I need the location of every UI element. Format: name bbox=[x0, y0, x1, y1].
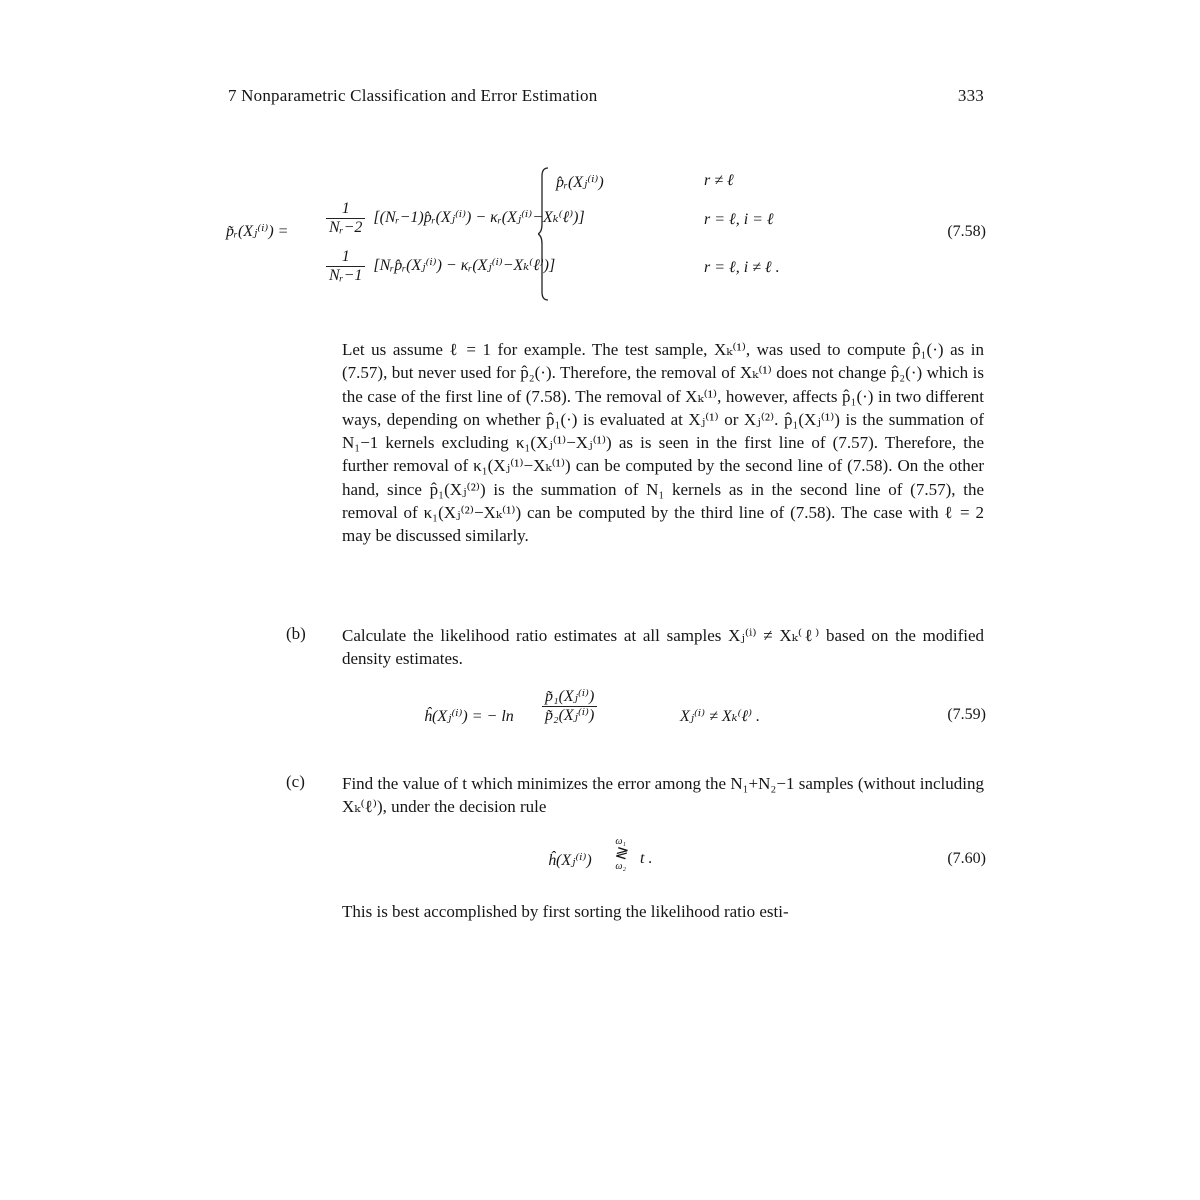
eq758-case3 bbox=[326, 248, 555, 285]
case2-fraction bbox=[326, 200, 365, 237]
case2-denominator: Nᵣ−2 bbox=[329, 219, 363, 236]
item-b-label: (b) bbox=[286, 624, 306, 643]
running-head bbox=[228, 86, 984, 112]
greater-less-symbol: ≷ bbox=[614, 845, 628, 862]
eq759-denominator: p̃₂(Xⱼ⁽ⁱ⁾) bbox=[545, 707, 595, 724]
equation-7-58 bbox=[226, 160, 986, 310]
equation-7-59 bbox=[424, 688, 986, 744]
case3-expression: [Nᵣp̂ᵣ(Xⱼ⁽ⁱ⁾) − κᵣ(Xⱼ⁽ⁱ⁾−Xₖ⁽ℓ⁾)] bbox=[373, 257, 556, 275]
case2-condition: r = ℓ, i = ℓ bbox=[704, 211, 774, 228]
case3-denominator: Nᵣ−1 bbox=[329, 267, 363, 284]
case3-condition: r = ℓ, i ≠ ℓ . bbox=[704, 259, 780, 276]
decision-rule-operator bbox=[614, 836, 627, 872]
case3-numerator: 1 bbox=[326, 248, 365, 267]
equation-number-7-59: (7.59) bbox=[947, 706, 986, 723]
item-c-label: (c) bbox=[286, 772, 305, 791]
case1-condition: r ≠ ℓ bbox=[704, 172, 734, 189]
paragraph-last-line: This is best accomplished by first sorting the likelihood ratio esti- bbox=[342, 902, 789, 921]
eq758-case2 bbox=[326, 200, 585, 237]
eq759-lhs: ĥ(Xⱼ⁽ⁱ⁾) = − ln bbox=[424, 708, 514, 725]
page-number: 333 bbox=[957, 86, 984, 105]
paragraph-explanation: Let us assume ℓ = 1 for example. The test sample, Xₖ⁽¹⁾, was used to compute p̂₁(·) as in (7.57), but never used for p̂₂(·). Therefore, the removal of Xₖ⁽¹⁾ does not change p̂₂(·) which is the case of the first line of (7.58). The removal of Xₖ⁽¹⁾, however, affects p̂₁(·) in two different ways, depending on whether p̂₁(·) is evaluated at Xⱼ⁽¹⁾ or Xⱼ⁽²⁾. p̂₁(Xⱼ⁽¹⁾) is the summation of N₁−1 kernels excluding κ₁(Xⱼ⁽¹⁾−Xⱼ⁽¹⁾) as is seen in the first line of (7.57). Therefore, the further removal of κ₁(Xⱼ⁽¹⁾−Xₖ⁽¹⁾) can be computed by the second line of (7.58). On the other hand, since p̂₁(Xⱼ⁽²⁾) is the summation of N₁ kernels as in the second line of (7.57), the removal of κ₁(Xⱼ⁽²⁾−Xₖ⁽¹⁾) can be computed by the third line of (7.58). The case with ℓ = 2 may be discussed similarly. bbox=[342, 340, 984, 546]
eq760-rhs: t . bbox=[640, 850, 653, 867]
case1-expression: p̂ᵣ(Xⱼ⁽ⁱ⁾) bbox=[556, 174, 604, 191]
omega-2-label: ω₂ bbox=[615, 861, 626, 872]
equation-number-7-60: (7.60) bbox=[947, 850, 986, 867]
eq758-lhs: p̃ᵣ(Xⱼ⁽ⁱ⁾) = bbox=[226, 223, 289, 240]
eq759-numerator: p̃₁(Xⱼ⁽ⁱ⁾) bbox=[542, 688, 597, 707]
eq759-fraction bbox=[542, 688, 597, 725]
case2-expression: [(Nᵣ−1)p̂ᵣ(Xⱼ⁽ⁱ⁾) − κᵣ(Xⱼ⁽ⁱ⁾−Xₖ⁽ℓ⁾)] bbox=[373, 209, 585, 227]
item-c-text: Find the value of t which minimizes the error among the N₁+N₂−1 samples (without including Xₖ⁽ℓ⁾), under the decision rule bbox=[342, 774, 984, 817]
eq759-condition: Xⱼ⁽ⁱ⁾ ≠ Xₖ⁽ℓ⁾ . bbox=[680, 708, 760, 725]
omega-1-label: ω₁ bbox=[615, 836, 626, 847]
case3-fraction bbox=[326, 248, 365, 285]
item-b-text: Calculate the likelihood ratio estimates at all samples Xⱼ⁽ⁱ⁾ ≠ Xₖ⁽ℓ⁾ based on the modified density estimates. bbox=[342, 626, 984, 669]
case2-numerator: 1 bbox=[326, 200, 365, 219]
running-title: 7 Nonparametric Classification and Error Estimation bbox=[228, 86, 598, 105]
eq760-lhs: ĥ(Xⱼ⁽ⁱ⁾) bbox=[548, 852, 592, 869]
equation-number-7-58: (7.58) bbox=[947, 223, 986, 240]
eq758-case1 bbox=[556, 172, 604, 192]
equation-7-60 bbox=[548, 836, 986, 880]
